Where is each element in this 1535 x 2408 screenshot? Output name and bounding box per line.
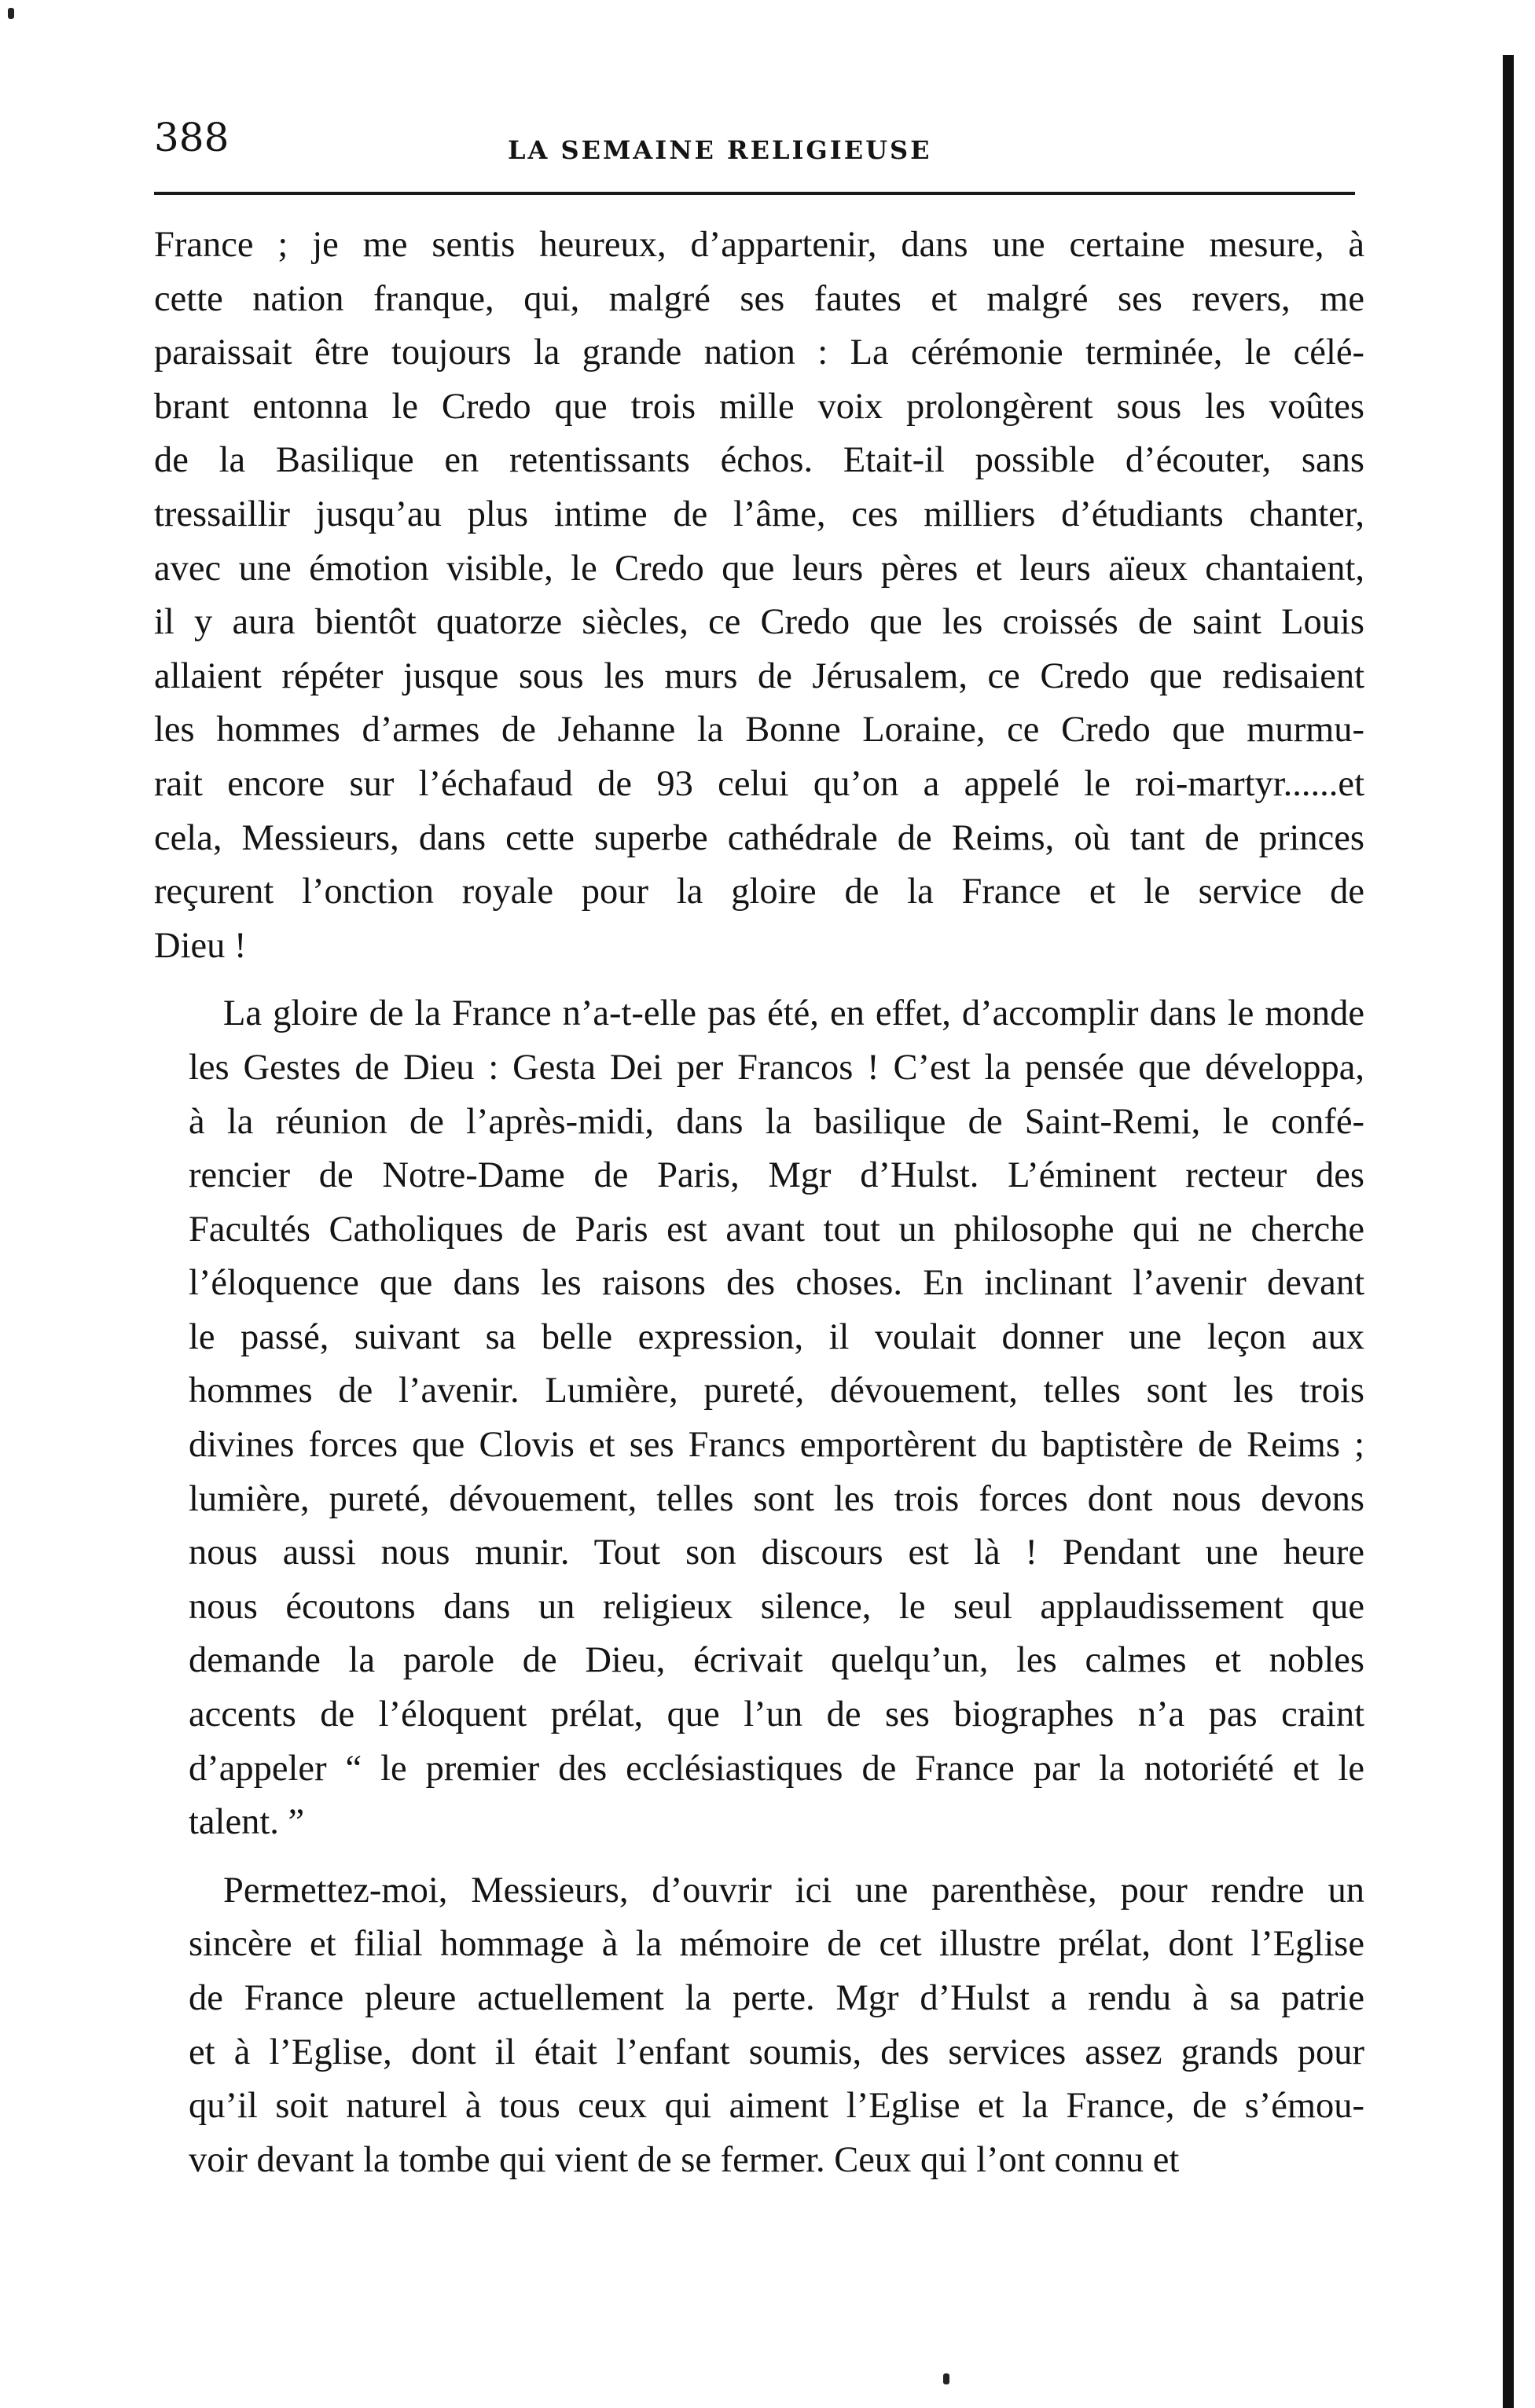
text-line: Facultés Catholiques de Paris est avant tout un philosophe qui ne cherche — [189, 1209, 1364, 1250]
header-rule — [154, 192, 1355, 195]
text-line: les hommes d’armes de Jehanne la Bonne Loraine, ce Credo que murmu- — [154, 710, 1364, 751]
text-line: le passé, suivant sa belle expression, il voulait donner une leçon aux — [189, 1316, 1364, 1357]
text-line: rait encore sur l’échafaud de 93 celui qu’on a appelé le roi-martyr......et — [154, 763, 1364, 804]
text-line: de France pleure actuellement la perte. Mgr d’Hulst a rendu à sa patrie — [189, 1978, 1364, 2018]
text-line: La gloire de la France n’a-t-elle pas été, en effet, d’accomplir dans le monde — [223, 993, 1364, 1034]
binding-edge — [1503, 55, 1514, 2408]
text-line: il y aura bientôt quatorze siècles, ce Credo que les croissés de saint Louis — [154, 602, 1364, 643]
page-number: 388 — [154, 115, 230, 160]
text-line: cette nation franque, qui, malgré ses fautes et malgré ses revers, me — [154, 278, 1364, 319]
text-line: accents de l’éloquent prélat, que l’un de ses biographes n’a pas craint — [189, 1694, 1364, 1735]
text-line: rencier de Notre-Dame de Paris, Mgr d’Hulst. L’éminent recteur des — [189, 1155, 1364, 1196]
text-line: reçurent l’onction royale pour la gloire de la France et le service de — [154, 872, 1364, 912]
text-line: voir devant la tombe qui vient de se fermer. Ceux qui l’ont connu et — [189, 2139, 1180, 2180]
text-line: nous écoutons dans un religieux silence, le seul applaudissement que — [189, 1586, 1364, 1627]
text-line: talent. ” — [189, 1802, 305, 1843]
text-line: nous aussi nous munir. Tout son discours est là ! Pendant une heure — [189, 1533, 1364, 1573]
text-line: Dieu ! — [154, 925, 247, 966]
text-line: sincère et filial hommage à la mémoire de cet illustre prélat, dont l’Eglise — [189, 1924, 1364, 1965]
scan-speck — [8, 8, 14, 19]
text-line: demande la parole de Dieu, écrivait quelqu’un, les calmes et nobles — [189, 1640, 1364, 1681]
text-line: Permettez-moi, Messieurs, d’ouvrir ici une parenthèse, pour rendre un — [223, 1870, 1364, 1911]
text-line: divines forces que Clovis et ses Francs emportèrent du baptistère de Reims ; — [189, 1425, 1364, 1466]
page-header — [154, 115, 1364, 178]
text-line: France ; je me sentis heureux, d’appartenir, dans une certaine mesure, à — [154, 225, 1364, 265]
text-line: avec une émotion visible, le Credo que leurs pères et leurs aïeux chantaient, — [154, 548, 1364, 589]
text-line: de la Basilique en retentissants échos. Etait-il possible d’écouter, sans — [154, 440, 1364, 481]
text-line: qu’il soit naturel à tous ceux qui aiment l’Eglise et la France, de s’émou- — [189, 2086, 1364, 2127]
running-head: LA SEMAINE RELIGIEUSE — [508, 135, 932, 165]
text-line: lumière, pureté, dévouement, telles sont les trois forces dont nous devons — [189, 1478, 1364, 1519]
text-line: l’éloquence que dans les raisons des choses. En inclinant l’avenir devant — [189, 1263, 1364, 1304]
paragraph — [154, 987, 1364, 1850]
text-line: à la réunion de l’après-midi, dans la basilique de Saint-Remi, le confé- — [189, 1101, 1364, 1142]
text-line: d’appeler “ le premier des ecclésiastiques de France par la notoriété et le — [189, 1748, 1364, 1789]
text-line: paraissait être toujours la grande nation : La cérémonie terminée, le célé- — [154, 332, 1364, 373]
text-line: allaient répéter jusque sous les murs de Jérusalem, ce Credo que redisaient — [154, 655, 1364, 696]
text-line: hommes de l’avenir. Lumière, pureté, dévouement, telles sont les trois — [189, 1371, 1364, 1411]
text-line: brant entonna le Credo que trois mille voix prolongèrent sous les voûtes — [154, 386, 1364, 427]
paragraph — [154, 1864, 1364, 2188]
text-line: cela, Messieurs, dans cette superbe cathédrale de Reims, où tant de princes — [154, 817, 1364, 858]
text-line: tressaillir jusqu’au plus intime de l’âme, ces milliers d’étudiants chanter, — [154, 494, 1364, 534]
body-text — [154, 218, 1364, 2201]
text-line: les Gestes de Dieu : Gesta Dei per Francos ! C’est la pensée que développa, — [189, 1047, 1364, 1088]
text-line: et à l’Eglise, dont il était l’enfant soumis, des services assez grands pour — [189, 2032, 1364, 2072]
paragraph — [154, 218, 1364, 973]
scan-speck — [943, 2373, 949, 2384]
